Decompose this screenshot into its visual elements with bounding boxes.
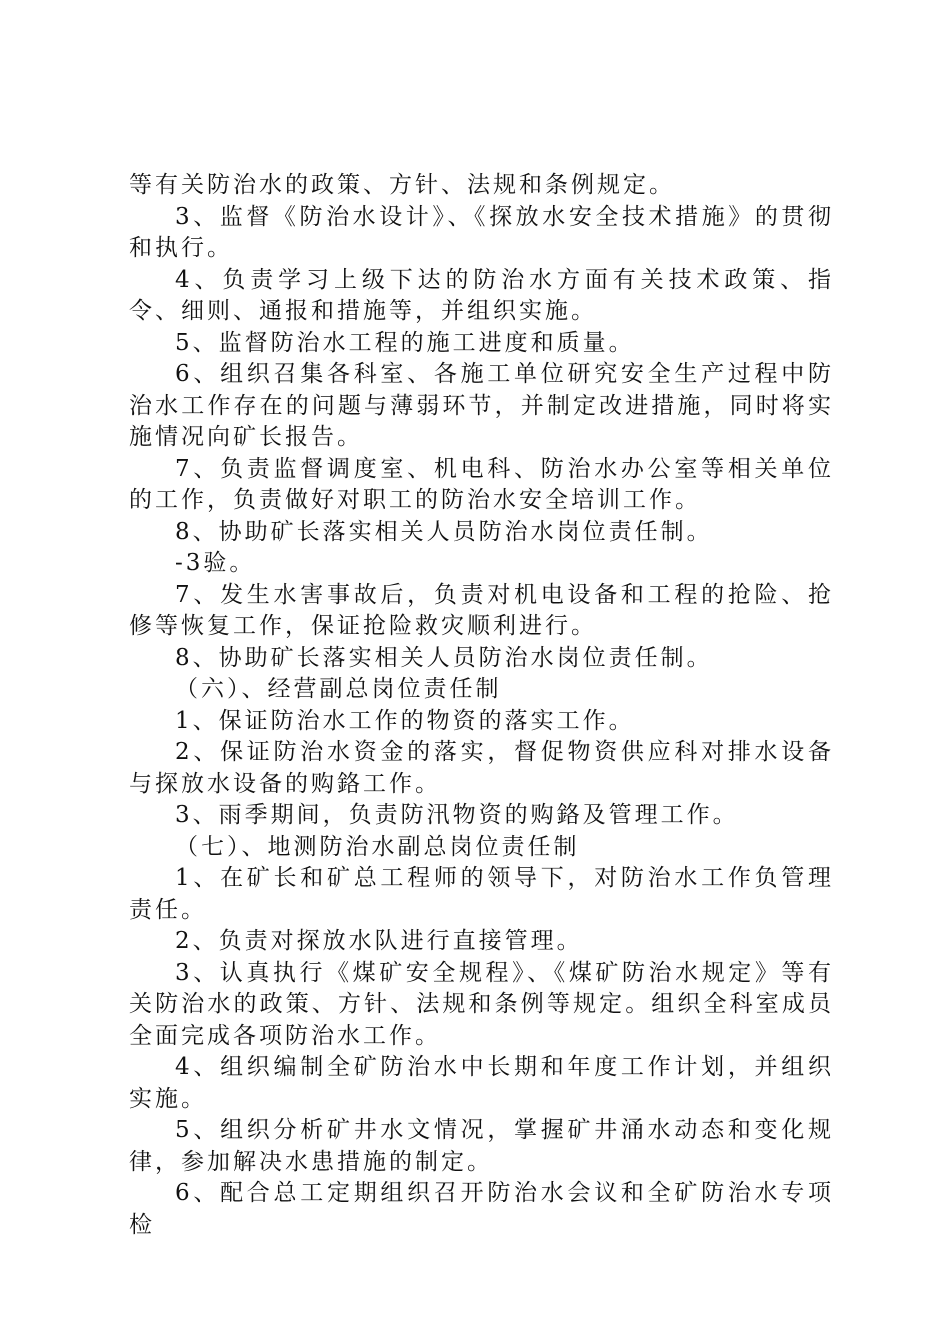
section-heading: （七）、地测防治水副总岗位责任制 <box>175 833 580 860</box>
paragraph: 5、监督防治水工程的施工进度和质量。 <box>175 329 635 356</box>
document-body <box>129 170 834 1241</box>
paragraph: 6、配合总工定期组织召开防治水会议和全矿防治水专项检 <box>129 1180 834 1238</box>
paragraph: 8、协助矿长落实相关人员防治水岗位责任制。 <box>175 518 713 545</box>
paragraph: 7、负责监督调度室、机电科、防治水办公室等相关单位的工作，负责做好对职工的防治水安全培训工作。 <box>129 455 834 513</box>
paragraph: 6、组织召集各科室、各施工单位研究安全生产过程中防治水工作存在的问题与薄弱环节，并制定改进措施，同时将实施情况向矿长报告。 <box>129 361 834 450</box>
paragraph: 3、雨季期间，负责防汛物资的购鉻及管理工作。 <box>175 802 739 828</box>
paragraph: 4、负责学习上级下达的防治水方面有关技术政策、指令、细则、通报和措施等，并组织实施。 <box>129 266 834 324</box>
paragraph: 8、协助矿长落实相关人员防治水岗位责任制。 <box>175 644 713 671</box>
paragraph: 5、组织分析矿井水文情况，掌握矿井涌水动态和变化规律，参加解决水患措施的制定。 <box>129 1117 834 1175</box>
paragraph: 2、保证防治水资金的落实，督促物资供应科对排水设备与探放水设备的购鉻工作。 <box>129 739 834 797</box>
paragraph: 7、发生水害事故后，负责对机电设备和工程的抢险、抢修等恢复工作，保证抢险救灾顺利进行。 <box>129 581 834 639</box>
paragraph: 3、监督《防治水设计》、《探放水安全技术措施》的贯彻和执行。 <box>129 203 834 261</box>
paragraph: 1、在矿长和矿总工程师的领导下，对防治水工作负管理责任。 <box>129 865 834 923</box>
paragraph: 2、负责对探放水队进行直接管理。 <box>175 928 583 954</box>
paragraph: 等有关防治水的政策、方针、法规和条例规定。 <box>129 172 675 198</box>
paragraph: 1、保证防治水工作的物资的落实工作。 <box>175 707 635 734</box>
paragraph: 3、认真执行《煤矿安全规程》、《煤矿防治水规定》等有关防治水的政策、方针、法规和条例等规定。组织全科室成员全面完成各项防治水工作。 <box>129 959 834 1049</box>
paragraph: 4、组织编制全矿防治水中长期和年度工作计划，并组织实施。 <box>129 1054 834 1112</box>
section-heading: （六）、经营副总岗位责任制 <box>175 676 502 702</box>
paragraph: -3验。 <box>175 550 256 576</box>
